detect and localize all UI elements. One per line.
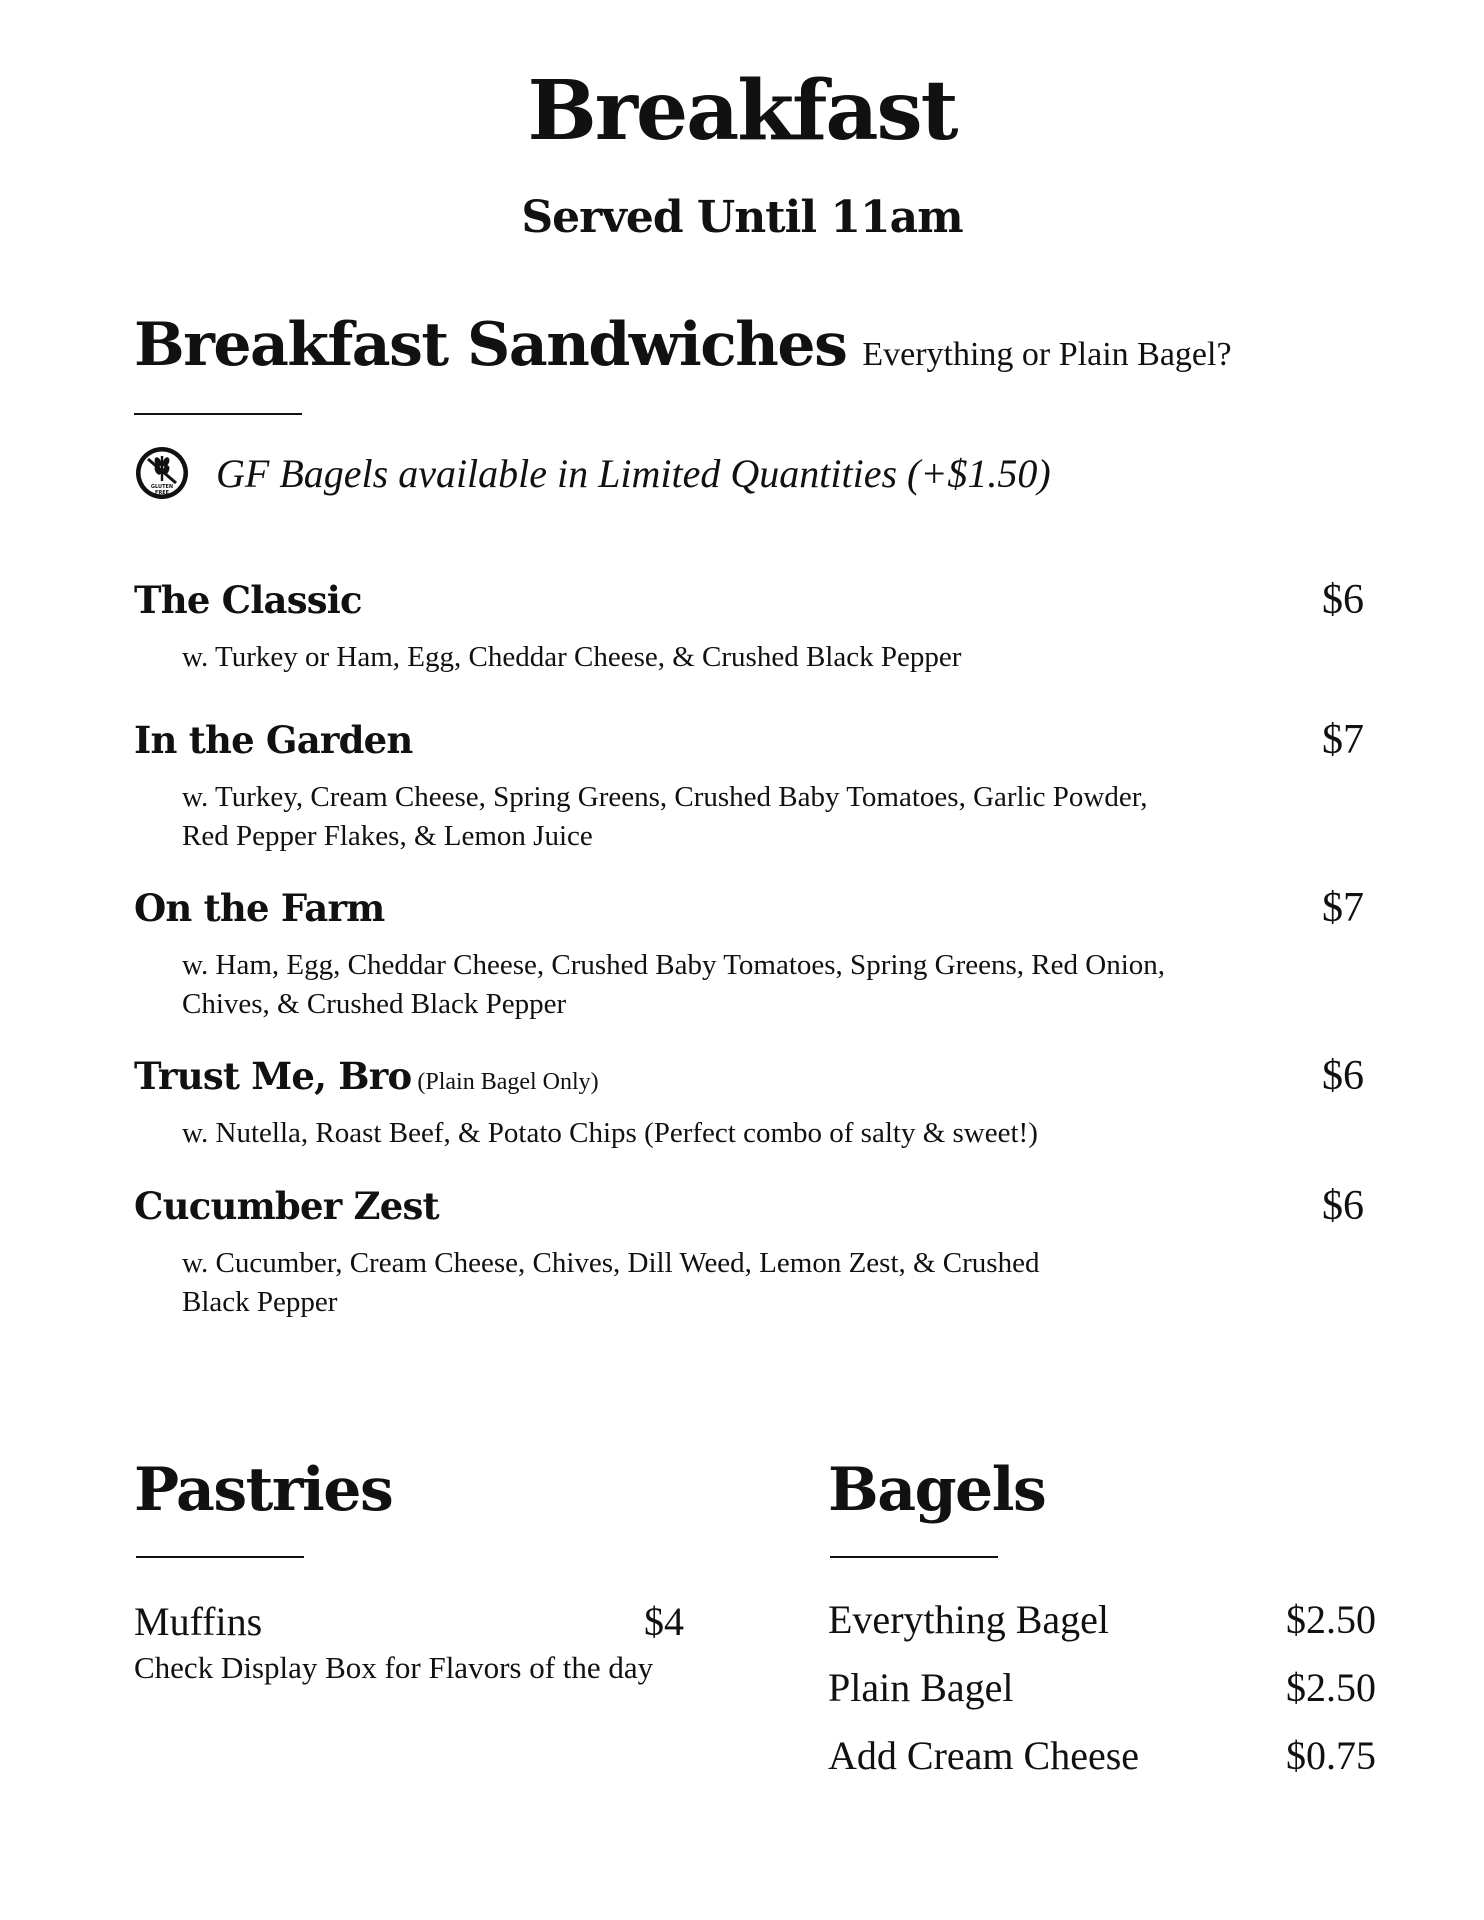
menu-item [134,1182,1364,1322]
menu-item-price: $6 [1322,1183,1364,1229]
menu-item [134,1052,1364,1153]
menu-item-name: In the Garden [134,718,413,762]
bagel-item-name: Add Cream Cheese [828,1733,1140,1778]
menu-item [134,716,1364,856]
menu-item-price: $7 [1322,885,1364,931]
pastries-divider [136,1556,304,1558]
gluten-free-text: GF Bagels available in Limited Quantities (+$1.50) [216,450,1051,496]
gluten-free-icon [134,445,190,501]
menu-item-description: w. Turkey or Ham, Egg, Cheddar Cheese, & Crushed Black Pepper [182,641,962,673]
menu-item-description: w. Ham, Egg, Cheddar Cheese, Crushed Baby Tomatoes, Spring Greens, Red Onion, Chives, & Crushed Black Pepper [182,949,1165,1020]
bagel-item [828,1596,1376,1643]
pastry-item-name: Muffins [134,1599,263,1644]
bagel-item-name: Plain Bagel [828,1665,1014,1710]
pastry-flavors-note: Check Display Box for Flavors of the day [134,1650,654,1685]
gluten-free-icon-label-bottom: FREE [154,490,170,496]
menu-item-tag: (Plain Bagel Only) [417,1069,599,1095]
menu-item-name: Trust Me, Bro (Plain Bagel Only) [134,1054,599,1098]
bagel-item-price: $0.75 [1286,1733,1376,1778]
sandwiches-section-header [134,310,1232,380]
bagel-item-price: $2.50 [1286,1665,1376,1710]
bagels-heading: Bagels [828,1455,1046,1525]
pastry-item-price: $4 [644,1599,684,1644]
bagel-item [828,1732,1376,1779]
menu-item [134,576,1364,677]
menu-item [134,884,1364,1024]
menu-item-name: Cucumber Zest [134,1184,439,1228]
menu-item-price: $6 [1322,1053,1364,1099]
gluten-free-note [134,442,1051,504]
pastry-item [134,1598,684,1645]
bagel-choice-note: Everything or Plain Bagel? [862,336,1232,373]
pastries-heading: Pastries [134,1455,393,1525]
menu-item-name: The Classic [134,578,362,622]
gluten-free-icon-label-top: GLUTEN [150,484,174,490]
bagel-item [828,1664,1376,1711]
menu-item-name: On the Farm [134,886,385,930]
menu-subtitle: Served Until 11am [521,192,963,243]
bagels-divider [830,1556,998,1558]
menu-item-description: w. Cucumber, Cream Cheese, Chives, Dill Weed, Lemon Zest, & Crushed Black Pepper [182,1247,1040,1318]
sandwiches-heading: Breakfast Sandwiches [134,310,847,380]
menu-item-description: w. Nutella, Roast Beef, & Potato Chips (Perfect combo of salty & sweet!) [182,1117,1038,1149]
menu-item-price: $6 [1322,577,1364,623]
menu-item-description: w. Turkey, Cream Cheese, Spring Greens, Crushed Baby Tomatoes, Garlic Powder, Red Pepper Flakes, & Lemon Juice [182,781,1148,852]
menu-item-price: $7 [1322,717,1364,763]
menu-title: Breakfast [527,63,957,159]
sandwiches-divider [134,413,302,415]
bagel-item-name: Everything Bagel [828,1597,1110,1642]
bagel-item-price: $2.50 [1286,1597,1376,1642]
